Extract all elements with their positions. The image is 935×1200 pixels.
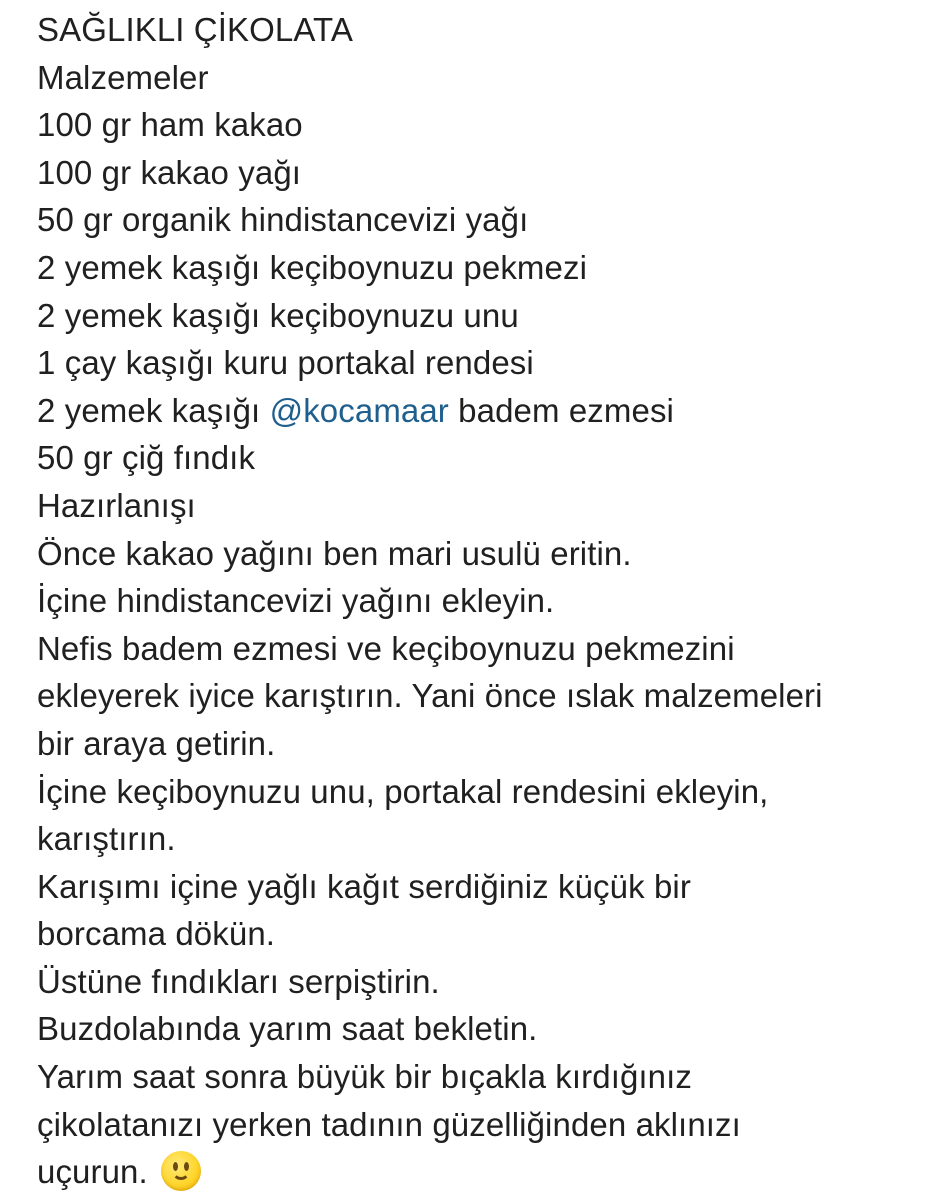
ingredient-line: 2 yemek kaşığı keçiboynuzu pekmezi	[37, 248, 587, 286]
emoji-eye-right	[184, 1162, 189, 1171]
step-line: Buzdolabında yarım saat bekletin.	[37, 1010, 538, 1048]
ingredient-line: 100 gr kakao yağı	[37, 153, 302, 191]
ingredient-line: 100 gr ham kakao	[37, 106, 303, 144]
recipe-title: SAĞLIKLI ÇİKOLATA	[37, 11, 353, 48]
preparation-heading: Hazırlanışı	[37, 486, 196, 524]
mention-link[interactable]: @kocamaar	[269, 391, 449, 429]
step-line: ekleyerek iyice karıştırın. Yani önce ıslak malzemeleri	[37, 677, 823, 715]
step-line: bir araya getirin.	[37, 724, 276, 762]
step-line: Yarım saat sonra büyük bir bıçakla kırdığınız	[37, 1058, 693, 1096]
recipe-text	[37, 6, 915, 1196]
almond-line-before: 2 yemek kaşığı	[37, 391, 270, 429]
ingredient-line: 1 çay kaşığı kuru portakal rendesi	[37, 344, 534, 382]
step-line: Üstüne fındıkları serpiştirin.	[37, 962, 440, 1000]
step-line: karıştırın.	[37, 820, 176, 858]
final-line-text: uçurun.	[37, 1153, 158, 1191]
ingredient-line: 50 gr çiğ fındık	[37, 439, 256, 477]
step-line: Nefis badem ezmesi ve keçiboynuzu pekmezini	[37, 629, 735, 667]
emoji-eye-left	[173, 1162, 178, 1171]
ingredient-line-almond	[37, 387, 915, 435]
final-step-line	[37, 1148, 915, 1196]
step-line: İçine hindistancevizi yağını ekleyin.	[37, 582, 555, 620]
emoji-mouth	[172, 1171, 190, 1180]
step-line: Karışımı içine yağlı kağıt serdiğiniz küçük bir	[37, 867, 691, 905]
step-line: çikolatanızı yerken tadının güzelliğinden aklınızı	[37, 1105, 741, 1143]
step-line: borcama dökün.	[37, 915, 276, 953]
step-line: Önce kakao yağını ben mari usulü eritin.	[37, 534, 632, 572]
ingredient-line: 2 yemek kaşığı keçiboynuzu unu	[37, 296, 519, 334]
smiling-face-icon	[161, 1151, 201, 1191]
ingredient-line: 50 gr organik hindistancevizi yağı	[37, 201, 529, 239]
step-line: İçine keçiboynuzu unu, portakal rendesini ekleyin,	[37, 772, 769, 810]
almond-line-after: badem ezmesi	[448, 391, 674, 429]
ingredients-heading: Malzemeler	[37, 58, 209, 96]
